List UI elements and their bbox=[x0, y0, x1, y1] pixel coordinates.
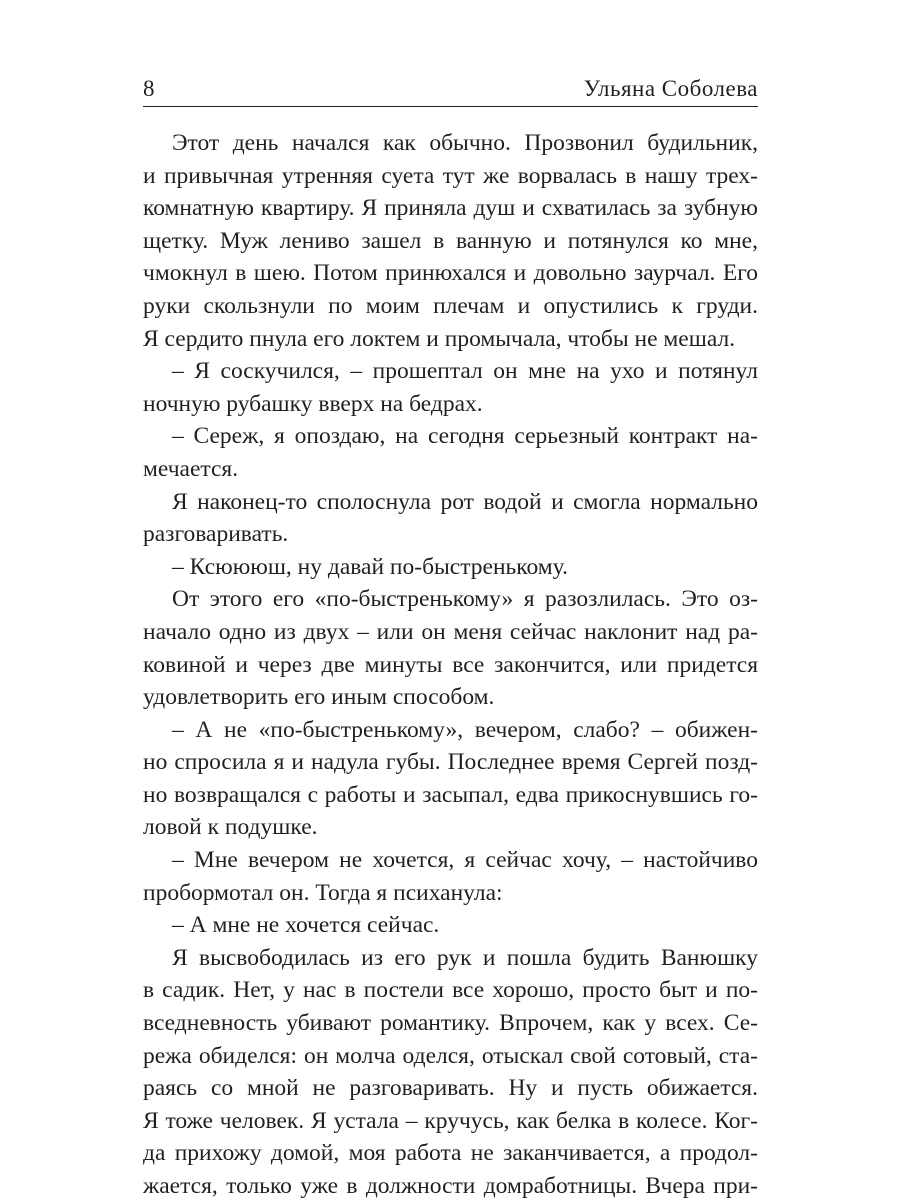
text-line: – Ксюююш, ну давай по-быстренькому. bbox=[172, 553, 568, 580]
text-line: но спросила я и надула губы. Последнее время Сергей позд- bbox=[143, 749, 758, 776]
author-name: Ульяна Соболева bbox=[583, 76, 758, 101]
text-line: комнатную квартиру. Я приняла душ и схватилась за зубную bbox=[143, 195, 758, 222]
text-line: – Сереж, я опоздаю, на сегодня серьезный контракт на- bbox=[172, 423, 758, 450]
text-line: – А не «по-быстренькому», вечером, слабо? – обижен- bbox=[172, 716, 758, 743]
text-line: ночную рубашку вверх на бедрах. bbox=[143, 390, 483, 417]
text-line: – Я соскучился, – прошептал он мне на ухо и потянул bbox=[172, 358, 758, 385]
text-line: – А мне не хочется сейчас. bbox=[172, 912, 440, 939]
text-line: Я высвободилась из его рук и пошла будить Ванюшку bbox=[172, 944, 758, 971]
text-line: и привычная утренняя суета тут же ворвалась в нашу трех- bbox=[143, 162, 758, 189]
text-line: чмокнул в шею. Потом принюхался и довольно заурчал. Его bbox=[143, 260, 758, 287]
text-line: ковиной и через две минуты все закончится, или придется bbox=[143, 651, 758, 678]
text-line: да прихожу домой, моя работа не заканчивается, а продол- bbox=[143, 1140, 758, 1167]
text-line: От этого его «по-быстренькому» я разозлилась. Это оз- bbox=[172, 586, 758, 613]
text-line: мечается. bbox=[143, 455, 239, 482]
text-line: Я тоже человек. Я устала – кручусь, как белка в колесе. Ког- bbox=[143, 1107, 758, 1134]
text-line: раясь со мной не разговаривать. Ну и пусть обижается. bbox=[143, 1075, 758, 1102]
text-line: в садик. Нет, у нас в постели все хорошо, просто быт и по- bbox=[143, 977, 758, 1004]
text-line: начало одно из двух – или он меня сейчас наклонит над ра- bbox=[143, 618, 758, 645]
text-line: Я наконец-то сполоснула рот водой и смогла нормально bbox=[172, 488, 758, 515]
text-line: ловой к подушке. bbox=[143, 814, 318, 841]
text-line: разговаривать. bbox=[143, 521, 289, 548]
text-line: руки скользнули по моим плечам и опустились к груди. bbox=[143, 292, 758, 319]
text-line: режа обиделся: он молча оделся, отыскал свой сотовый, ста- bbox=[143, 1042, 758, 1069]
text-line: жается, только уже в должности домработницы. Вчера при- bbox=[143, 1173, 758, 1199]
text-line: вседневность убивают романтику. Впрочем, как у всех. Се- bbox=[143, 1010, 758, 1037]
text-line: – Мне вечером не хочется, я сейчас хочу, – настойчиво bbox=[172, 847, 758, 874]
text-line: пробормотал он. Тогда я психанула: bbox=[143, 879, 503, 906]
text-line: Я сердито пнула его локтем и промычала, чтобы не мешал. bbox=[143, 325, 736, 352]
text-line: удовлетворить его иным способом. bbox=[143, 684, 495, 711]
page-number: 8 bbox=[143, 76, 155, 101]
text-line: щетку. Муж лениво зашел в ванную и потянулся ко мне, bbox=[143, 227, 758, 254]
running-head bbox=[143, 66, 758, 102]
text-line: но возвращался с работы и засыпал, едва прикоснувшись го- bbox=[143, 781, 758, 808]
text-line: Этот день начался как обычно. Прозвонил будильник, bbox=[172, 130, 758, 156]
header-rule bbox=[143, 106, 758, 107]
body-text bbox=[143, 127, 758, 1203]
